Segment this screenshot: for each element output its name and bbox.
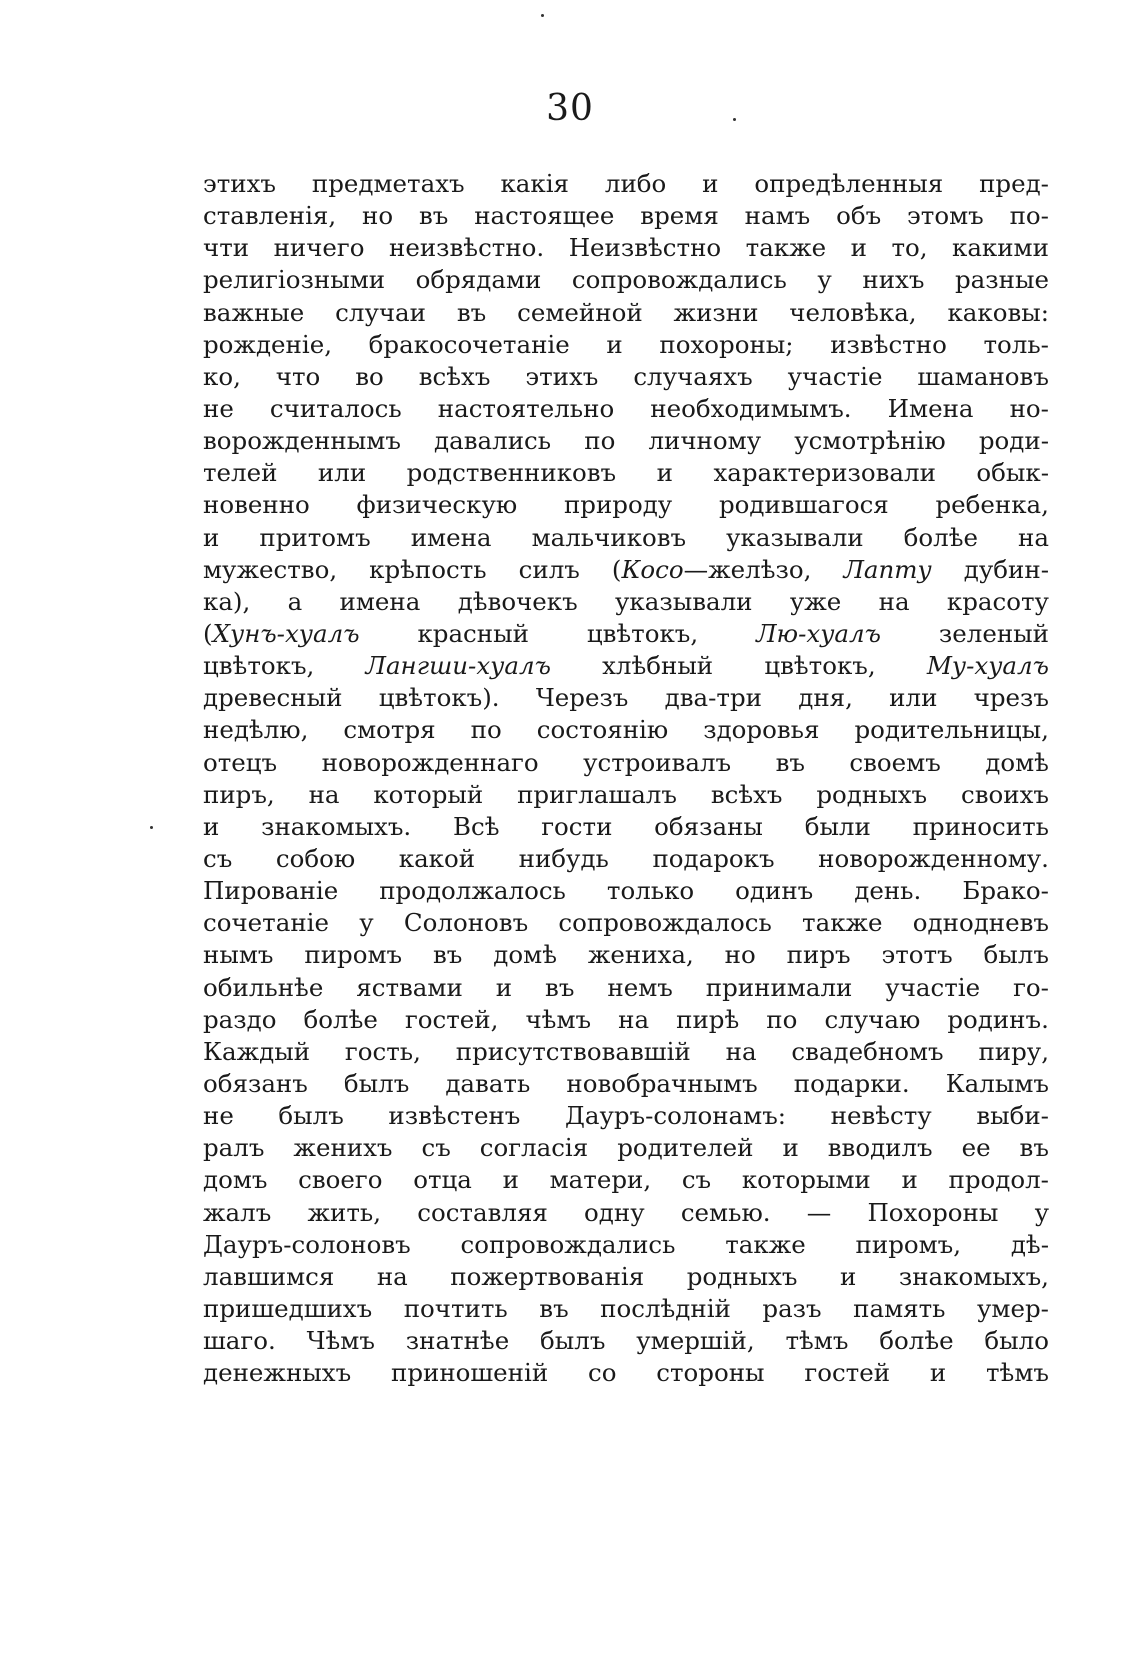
text-line: не считалось настоятельно необходимымъ. Имена но- xyxy=(203,393,1049,423)
text-line: шаго. Чѣмъ знатнѣе былъ умершій, тѣмъ болѣе было xyxy=(203,1326,1049,1356)
text-line: нымъ пиромъ въ домѣ жениха, но пиръ этотъ былъ xyxy=(203,940,1049,970)
text-line: ворожденнымъ давались по личному усмотрѣнію роди- xyxy=(203,426,1049,456)
text-line: ко, что во всѣхъ этихъ случаяхъ участіе шамановъ xyxy=(203,361,1049,391)
text-line: обильнѣе яствами и въ немъ принимали участіе го- xyxy=(203,972,1049,1002)
text-line: пришедшихъ почтить въ послѣдній разъ память умер- xyxy=(203,1293,1049,1323)
text-line: чти ничего неизвѣстно. Неизвѣстно также и то, какими xyxy=(203,233,1049,263)
text-line: сочетаніе у Солоновъ сопровождалось также однодневъ xyxy=(203,908,1049,938)
print-speck xyxy=(733,118,736,121)
text-line: Пированіе продолжалось только одинъ день. Брако- xyxy=(203,876,1049,906)
text-line: денежныхъ приношеній со стороны гостей и тѣмъ xyxy=(203,1358,1049,1388)
text-line: отецъ новорожденнаго устроивалъ въ своемъ домѣ xyxy=(203,747,1049,777)
text-line: цвѣтокъ, Лангши-хуалъ хлѣбный цвѣтокъ, Му-хуалъ xyxy=(203,651,1049,681)
text-line: съ собою какой нибудь подарокъ новорожденному. xyxy=(203,843,1049,873)
body-text xyxy=(203,168,1049,1389)
print-speck xyxy=(541,14,544,17)
text-line: и знакомыхъ. Всѣ гости обязаны были приносить xyxy=(203,811,1049,841)
text-line: жалъ жить, составляя одну семью. — Похороны у xyxy=(203,1197,1049,1227)
text-line: ставленія, но въ настоящее время намъ объ этомъ по- xyxy=(203,201,1049,231)
text-line: телей или родственниковъ и характеризовали обык- xyxy=(203,458,1049,488)
text-line: ралъ женихъ съ согласія родителей и вводилъ ее въ xyxy=(203,1133,1049,1163)
text-line: ка), а имена дѣвочекъ указывали уже на красоту xyxy=(203,586,1049,616)
text-line: пиръ, на который приглашалъ всѣхъ родныхъ своихъ xyxy=(203,779,1049,809)
text-line: лавшимся на пожертвованія родныхъ и знакомыхъ, xyxy=(203,1261,1049,1291)
print-speck xyxy=(150,826,153,829)
text-line: Каждый гость, присутствовавшій на свадебномъ пиру, xyxy=(203,1036,1049,1066)
text-line: религіозными обрядами сопровождались у нихъ разные xyxy=(203,265,1049,295)
text-line: рожденіе, бракосочетаніе и похороны; извѣстно толь- xyxy=(203,329,1049,359)
text-line: и притомъ имена мальчиковъ указывали болѣе на xyxy=(203,522,1049,552)
text-line: раздо болѣе гостей, чѣмъ на пирѣ по случаю родинъ. xyxy=(203,1004,1049,1034)
text-line: Дауръ-солоновъ сопровождались также пиромъ, дѣ- xyxy=(203,1229,1049,1259)
text-line: домъ своего отца и матери, съ которыми и продол- xyxy=(203,1165,1049,1195)
text-line: недѣлю, смотря по состоянію здоровья родительницы, xyxy=(203,715,1049,745)
text-line: важные случаи въ семейной жизни человѣка, каковы: xyxy=(203,297,1049,327)
text-line: мужество, крѣпость силъ (Косо—желѣзо, Лапту дубин- xyxy=(203,554,1049,584)
text-line: (Хунъ-хуалъ красный цвѣтокъ, Лю-хуалъ зеленый xyxy=(203,618,1049,648)
text-line: не былъ извѣстенъ Дауръ-солонамъ: невѣсту выби- xyxy=(203,1101,1049,1131)
text-line: обязанъ былъ давать новобрачнымъ подарки. Калымъ xyxy=(203,1068,1049,1098)
text-line: новенно физическую природу родившагося ребенка, xyxy=(203,490,1049,520)
text-line: древесный цвѣтокъ). Черезъ два-три дня, или чрезъ xyxy=(203,683,1049,713)
page-number: 30 xyxy=(546,88,594,129)
text-line: этихъ предметахъ какія либо и опредѣленныя пред- xyxy=(203,169,1049,198)
